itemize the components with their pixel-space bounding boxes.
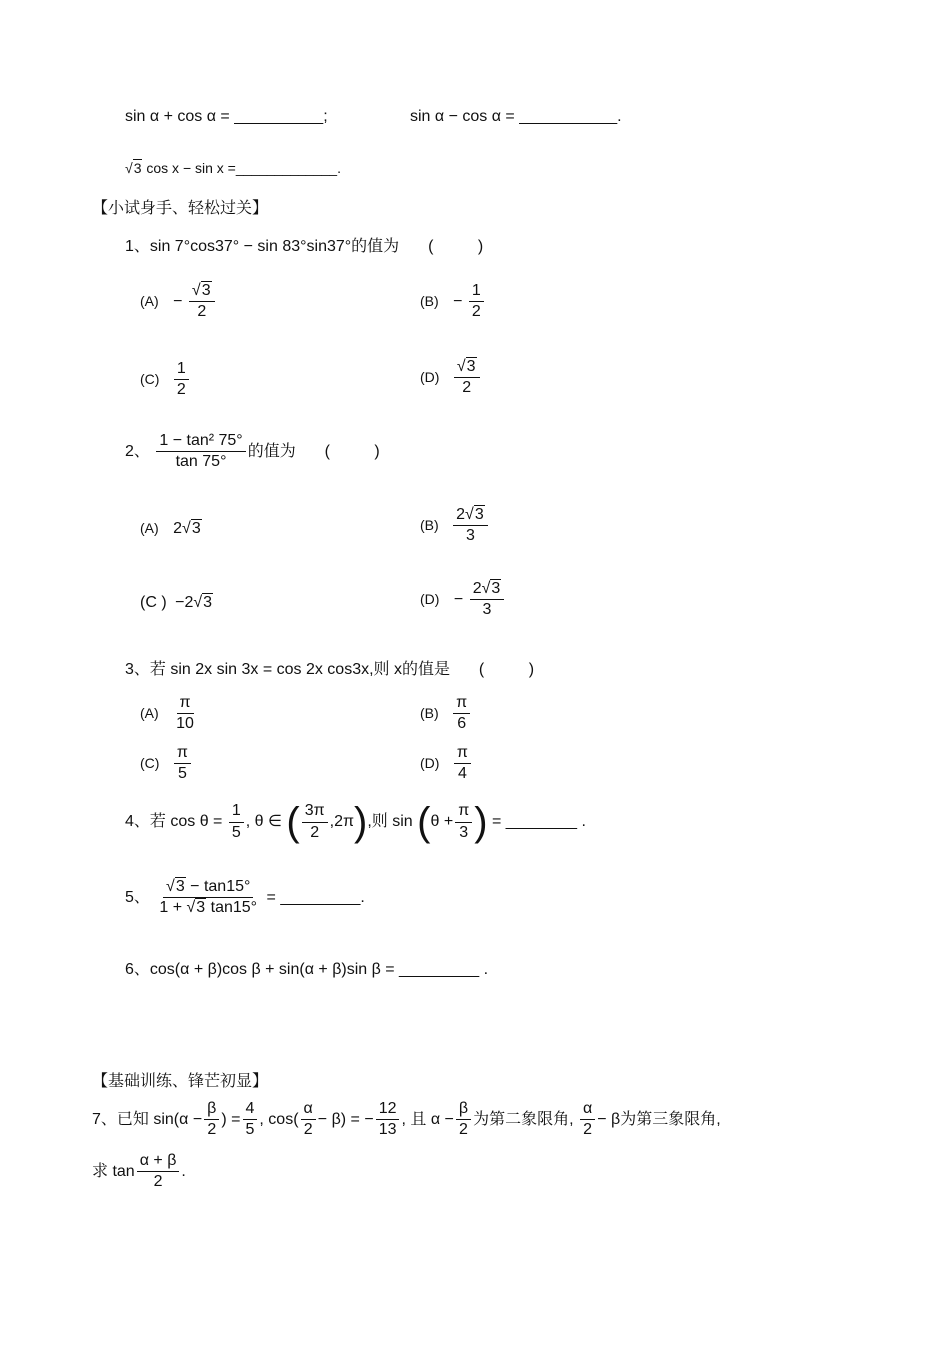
denominator: 2 (459, 1121, 468, 1139)
numerator: π (174, 744, 191, 764)
option-label: (A) (140, 705, 159, 722)
numerator: 4 (243, 1100, 258, 1120)
numerator: 1 (469, 282, 484, 302)
fraction: $\frac{√3}{2}$ (454, 358, 480, 398)
q2-stem (125, 432, 380, 472)
fraction (453, 694, 470, 734)
denominator: 5 (231, 823, 241, 841)
numerator: 1 (229, 802, 244, 822)
q2-option-b (420, 506, 490, 546)
q4-tail: = ________ . (492, 813, 586, 831)
numerator: π (455, 802, 472, 822)
section-title-2: 【基础训练、锋芒初显】 (92, 1071, 269, 1090)
fraction (137, 1152, 180, 1192)
q7-text-e: , 且 α − (401, 1111, 454, 1129)
q4-text-b: , θ ∈ (245, 813, 282, 831)
denominator: 2 (583, 1121, 593, 1139)
radicand: 3 (474, 506, 484, 523)
denominator: 5 (177, 765, 187, 783)
fraction: $\frac{√3}{2}$ (189, 282, 215, 322)
numerator: π (177, 694, 194, 714)
numerator: α (580, 1100, 595, 1120)
q5-tail: = _________. (266, 889, 365, 907)
denominator: 2 (462, 379, 472, 397)
denominator: tan 75° (175, 453, 227, 471)
left-paren: ( (417, 800, 431, 844)
fraction (243, 1100, 258, 1140)
option-label: (C) (140, 755, 160, 772)
q3-stem-text: 3、若 sin 2x sin 3x = cos 2x cos3x,则 x的值是 (125, 661, 450, 678)
fraction (455, 802, 472, 842)
intro-line-1b: sin α − cos α = ___________. (410, 108, 622, 125)
fraction: $\frac{2√3}{3}$ (470, 580, 505, 620)
intro-line-2 (125, 160, 341, 176)
right-paren: ) (474, 800, 488, 844)
fraction (580, 1100, 595, 1140)
q4-text-d: ,则 sin (367, 813, 413, 831)
intro-line-2-text: cos x − sin x =_____________. (146, 160, 341, 176)
coefficient: 2 (472, 580, 482, 597)
fraction (301, 1100, 316, 1140)
q7-text-g: − β为第三象限角, (597, 1111, 721, 1129)
q7-text-c: , cos( (259, 1111, 299, 1129)
q1-option-a (140, 282, 217, 322)
denominator-a: 1 + (159, 899, 183, 917)
option-label: (B) (420, 293, 439, 310)
denominator: 3 (459, 823, 469, 841)
radicand: 3 (491, 580, 501, 597)
q4-text-a: 4、若 cos θ = (125, 813, 223, 831)
fraction (456, 1100, 471, 1140)
radicand: 3 (196, 899, 206, 917)
numerator: α (301, 1100, 316, 1120)
numerator: 1 (174, 360, 189, 380)
q1-option-b (420, 282, 486, 322)
section-title-1: 【小试身手、轻松过关】 (92, 198, 269, 217)
denominator: 10 (176, 715, 194, 733)
option-label: (C ) (140, 594, 167, 611)
denominator: 2 (153, 1173, 163, 1191)
numerator: β (204, 1100, 219, 1120)
denominator: 4 (457, 765, 467, 783)
q2-option-c: (C ) −2√3 (140, 594, 213, 611)
fraction (204, 1100, 219, 1140)
fraction (229, 802, 244, 842)
denominator: 5 (245, 1121, 255, 1139)
q7-text-f: 为第二象限角, (473, 1111, 574, 1129)
q3-option-c (140, 744, 193, 784)
q4-text-c: ,2π (329, 813, 355, 831)
q1-stem-text: 1、sin 7°cos37° − sin 83°sin37°的值为 (125, 238, 400, 255)
intro-line-1a: sin α + cos α = __________; (125, 108, 328, 125)
fraction (454, 744, 471, 784)
sign: − (453, 293, 463, 311)
option-label: (B) (420, 705, 439, 722)
sign: − (173, 293, 183, 311)
q7-text-d: − β) = − (317, 1111, 374, 1129)
option-label: (D) (420, 591, 440, 608)
sqrt-3: √3 (125, 160, 142, 176)
radicand: 3 (191, 520, 201, 537)
q3-paren: ( ) (478, 661, 535, 678)
q2-paren: ( ) (324, 443, 380, 461)
option-label: (A) (140, 520, 159, 536)
fraction (174, 360, 189, 400)
numerator: 12 (376, 1100, 400, 1120)
radicand: 3 (175, 878, 185, 895)
option-label: (D) (420, 755, 440, 772)
option-label: (C) (140, 371, 160, 388)
fraction: $\frac{√3 - \tan 15^\circ}{1 + √3 \tan 15^\circ}$ (159, 878, 258, 917)
fraction (174, 744, 191, 784)
q4-text-e: θ + (430, 813, 454, 831)
q3-option-b (420, 694, 472, 734)
right-paren: ) (354, 800, 368, 844)
denominator: 6 (457, 715, 467, 733)
option-label: (A) (140, 293, 159, 310)
denominator: 2 (176, 381, 186, 399)
radicand: 3 (203, 594, 213, 611)
q1-stem (125, 233, 483, 256)
numerator-rest: − tan15° (190, 878, 251, 895)
q2-option-a: (A) 2√3 (140, 520, 201, 537)
numerator: π (453, 694, 470, 714)
q1-option-d (420, 358, 482, 398)
denominator: 2 (471, 303, 481, 321)
coefficient: 2 (456, 506, 466, 523)
q5 (125, 878, 365, 918)
sign: − (453, 591, 464, 609)
numerator: 1 − tan² 75° (156, 432, 245, 452)
q1-option-c (140, 360, 191, 400)
denominator: 2 (207, 1121, 217, 1139)
q2-option-d (420, 580, 506, 620)
q4 (125, 802, 586, 842)
q6: 6、cos(α + β)cos β + sin(α + β)sin β = _________ . (125, 961, 489, 978)
fraction (376, 1100, 400, 1140)
denominator: 13 (378, 1121, 397, 1139)
denominator-rest: tan15° (210, 899, 258, 917)
numerator: β (456, 1100, 471, 1120)
q7-text-h: 求 tan (92, 1163, 135, 1181)
radicand: 3 (201, 282, 211, 299)
fraction: $\frac{2√3}{3}$ (453, 506, 488, 546)
option-label: (B) (420, 517, 439, 534)
numerator: 3π (302, 802, 328, 822)
denominator: 2 (303, 1121, 313, 1139)
denominator: 2 (310, 823, 320, 841)
q3-stem (125, 656, 534, 679)
denominator: 3 (482, 601, 492, 619)
q7-text-b: ) = (221, 1111, 241, 1129)
q7-text-a: 7、已知 sin(α − (92, 1111, 203, 1129)
denominator: 3 (465, 527, 475, 545)
fraction (173, 694, 197, 734)
option-label: (D) (420, 369, 440, 386)
coefficient: 2 (173, 520, 183, 537)
left-paren: ( (286, 800, 300, 844)
q3-option-d (420, 744, 473, 784)
q2-number: 2、 (125, 443, 150, 461)
numerator: π (454, 744, 471, 764)
fraction (302, 802, 328, 842)
fraction (469, 282, 484, 322)
q5-number: 5、 (125, 889, 150, 907)
denominator: 2 (197, 303, 207, 321)
q1-paren: ( ) (428, 238, 484, 255)
radicand: 3 (466, 358, 476, 375)
q2-suffix: 的值为 (247, 443, 296, 461)
q3-option-a (140, 694, 199, 734)
numerator: α + β (137, 1152, 180, 1172)
q7-line-1 (92, 1100, 721, 1140)
coefficient: −2 (175, 594, 194, 611)
q7-line-2 (92, 1152, 186, 1192)
fraction (156, 432, 245, 472)
q7-text-i: . (181, 1163, 186, 1181)
